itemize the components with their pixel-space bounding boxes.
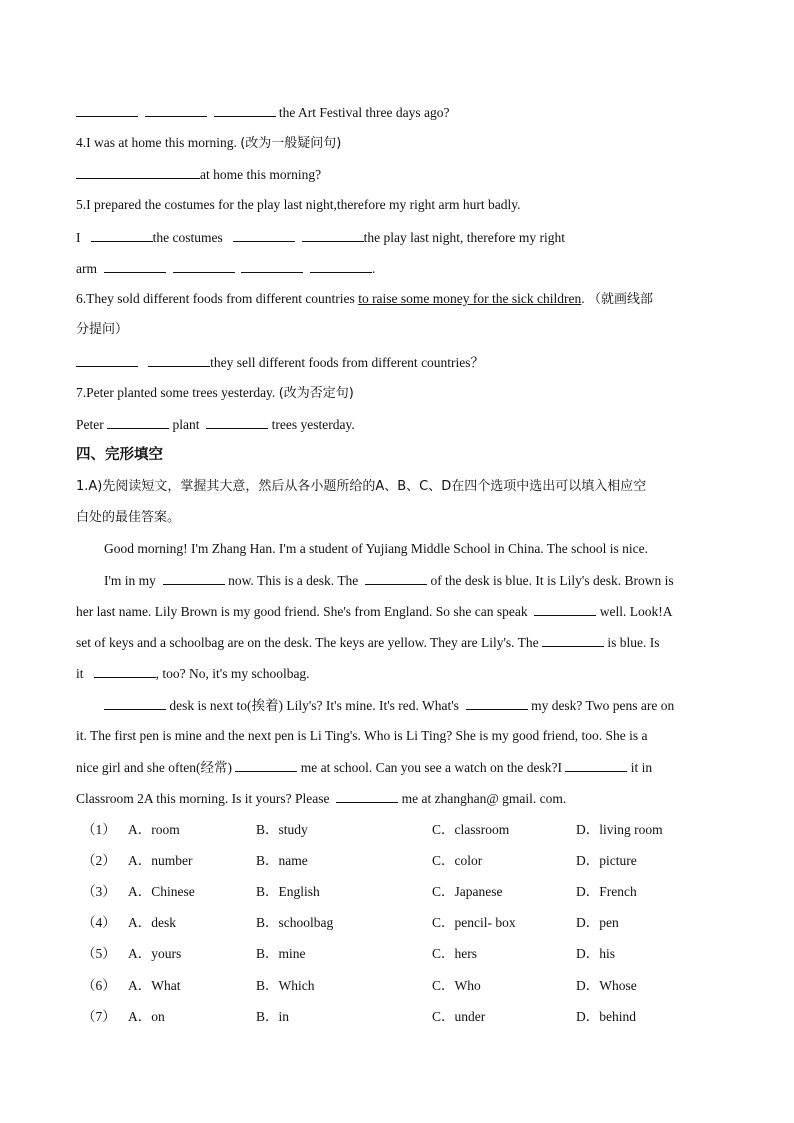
option-a[interactable]: A．yours bbox=[128, 946, 182, 961]
passage-line-6 bbox=[104, 695, 724, 716]
cloze-blank-9[interactable] bbox=[565, 757, 627, 772]
option-d[interactable]: D．pen bbox=[576, 915, 619, 930]
q6-sentence-line bbox=[76, 289, 724, 310]
q5-answer-line-1 bbox=[76, 227, 724, 248]
answer-blank[interactable] bbox=[148, 352, 210, 367]
passage-text: me at zhanghan@ gmail. com. bbox=[401, 791, 567, 806]
passage-text: is blue. Is bbox=[607, 635, 660, 650]
answer-blank[interactable] bbox=[233, 227, 295, 242]
q3-answer-line bbox=[76, 102, 724, 123]
option-b[interactable]: B．Which bbox=[256, 978, 315, 993]
option-d[interactable]: D．behind bbox=[576, 1009, 636, 1024]
passage-text: well. Look!A bbox=[599, 604, 673, 619]
q6-instruction-a: （就画线部 bbox=[588, 292, 654, 307]
question-number: （3） bbox=[82, 884, 116, 899]
option-c[interactable]: C．classroom bbox=[432, 822, 510, 837]
option-row-4 bbox=[76, 913, 724, 933]
option-c[interactable]: C．under bbox=[432, 1009, 486, 1024]
cloze-blank-8[interactable] bbox=[235, 757, 297, 772]
q7-answer-end: trees yesterday. bbox=[271, 417, 355, 432]
passage-line-1: Good morning! I'm Zhang Han. I'm a student of Yujiang Middle School in China. The school is nice. bbox=[104, 541, 649, 556]
option-d[interactable]: D．Whose bbox=[576, 978, 637, 993]
q7-answer-mid: plant bbox=[172, 417, 200, 432]
passage-text: Classroom 2A this morning. Is it yours? Please bbox=[76, 791, 330, 806]
q7-sentence-line bbox=[76, 383, 724, 404]
passage-text: set of keys and a schoolbag are on the desk. The keys are yellow. They are Lily's. The bbox=[76, 635, 539, 650]
q7-instruction: (改为否定句) bbox=[278, 386, 354, 401]
question-number: （6） bbox=[82, 978, 116, 993]
question-number: （7） bbox=[82, 1009, 116, 1024]
passage-text: me at school. Can you see a watch on the desk?I bbox=[300, 760, 562, 775]
answer-blank[interactable] bbox=[91, 227, 153, 242]
question-number: （2） bbox=[82, 853, 116, 868]
section-heading: 四、完形填空 bbox=[76, 447, 163, 463]
q6-sentence-end: . bbox=[581, 291, 585, 306]
q6-instruction-b: 分提问） bbox=[76, 322, 129, 337]
question-number: （4） bbox=[82, 915, 116, 930]
q5-answer-mid1: the costumes bbox=[152, 230, 223, 245]
option-a[interactable]: A．Chinese bbox=[128, 884, 195, 899]
passage-text: I'm in my bbox=[104, 573, 156, 588]
option-d[interactable]: D．his bbox=[576, 946, 616, 961]
passage-line-7: it. The first pen is mine and the next pen is Li Ting's. Who is Li Ting? She is my good friend, too. She is a bbox=[76, 728, 648, 743]
q4-sentence: 4.I was at home this morning. bbox=[76, 135, 237, 150]
q6-answer-line bbox=[76, 352, 724, 373]
cloze-blank-3[interactable] bbox=[534, 601, 596, 616]
answer-blank[interactable] bbox=[145, 102, 207, 117]
q4-answer-tail: at home this morning? bbox=[200, 167, 322, 182]
answer-blank[interactable] bbox=[206, 414, 268, 429]
passage-text: now. This is a desk. The bbox=[228, 573, 359, 588]
passage-line-3 bbox=[76, 601, 724, 622]
q4-sentence-line bbox=[76, 133, 724, 154]
option-b[interactable]: B．schoolbag bbox=[256, 915, 334, 930]
option-row-2 bbox=[76, 851, 724, 871]
option-a[interactable]: A．number bbox=[128, 853, 193, 868]
option-b[interactable]: B．name bbox=[256, 853, 308, 868]
q6-answer-tail: they sell different foods from different countries？ bbox=[210, 355, 485, 370]
option-b[interactable]: B．in bbox=[256, 1009, 290, 1024]
cloze-blank-4[interactable] bbox=[542, 632, 604, 647]
passage-text: , too? No, it's my schoolbag. bbox=[155, 666, 310, 681]
option-c[interactable]: C．pencil- box bbox=[432, 915, 516, 930]
q5-answer-line-2 bbox=[76, 258, 724, 279]
passage-line-9 bbox=[76, 788, 724, 809]
answer-blank[interactable] bbox=[302, 227, 364, 242]
option-row-1 bbox=[76, 820, 724, 840]
passage-text: my desk? Two pens are on bbox=[531, 698, 675, 713]
question-number: （1） bbox=[82, 822, 116, 837]
option-d[interactable]: D．living room bbox=[576, 822, 663, 837]
passage-line-2 bbox=[104, 570, 724, 591]
option-a[interactable]: A．desk bbox=[128, 915, 176, 930]
cloze-blank-1[interactable] bbox=[163, 570, 225, 585]
passage-text: it bbox=[76, 666, 84, 681]
answer-blank[interactable] bbox=[76, 352, 138, 367]
q5-answer-start: I bbox=[76, 230, 81, 245]
option-b[interactable]: B．English bbox=[256, 884, 320, 899]
passage-text: her last name. Lily Brown is my good friend. She's from England. So she can speak bbox=[76, 604, 528, 619]
q6-instruction-line bbox=[76, 319, 724, 340]
passage-text: nice girl and she often(经常) bbox=[76, 760, 232, 775]
q5-answer-mid2: the play last night, therefore my right bbox=[363, 230, 565, 245]
cloze-blank-6[interactable] bbox=[104, 695, 166, 710]
answer-blank[interactable] bbox=[310, 258, 372, 273]
option-a[interactable]: A．What bbox=[128, 978, 181, 993]
cloze-blank-2[interactable] bbox=[365, 570, 427, 585]
q4-instruction: (改为一般疑问句) bbox=[240, 136, 342, 151]
passage-text: it in bbox=[630, 760, 653, 775]
option-c[interactable]: C．Japanese bbox=[432, 884, 503, 899]
option-row-5 bbox=[76, 944, 724, 964]
q5-answer-end: . bbox=[372, 261, 376, 276]
q7-sentence: 7.Peter planted some trees yesterday. bbox=[76, 385, 276, 400]
passage-text: of the desk is blue. It is Lily's desk. Brown is bbox=[430, 573, 674, 588]
option-c[interactable]: C．hers bbox=[432, 946, 477, 961]
q3-answer-tail: the Art Festival three days ago? bbox=[278, 105, 450, 120]
answer-blank[interactable] bbox=[76, 102, 138, 117]
q6-underlined-part: to raise some money for the sick children bbox=[358, 291, 582, 306]
option-a[interactable]: A．on bbox=[128, 1009, 165, 1024]
option-row-6 bbox=[76, 976, 724, 996]
q5-answer-arm: arm bbox=[76, 261, 97, 276]
option-d[interactable]: D．French bbox=[576, 884, 637, 899]
passage-text: desk is next to(挨着) Lily's? It's mine. It's red. What's bbox=[169, 698, 459, 713]
cloze-blank-5[interactable] bbox=[94, 663, 156, 678]
q6-sentence-start: 6.They sold different foods from different countries bbox=[76, 291, 355, 306]
passage-line-5 bbox=[76, 663, 724, 684]
option-d[interactable]: D．picture bbox=[576, 853, 637, 868]
option-c[interactable]: C．Who bbox=[432, 978, 481, 993]
option-c[interactable]: C．color bbox=[432, 853, 483, 868]
section-instruction-2: 白处的最佳答案。 bbox=[76, 510, 181, 525]
cloze-blank-7[interactable] bbox=[466, 695, 528, 710]
q4-answer-line bbox=[76, 164, 724, 185]
passage-line-4 bbox=[76, 632, 724, 653]
option-b[interactable]: B．study bbox=[256, 822, 308, 837]
q7-answer-start: Peter bbox=[76, 417, 104, 432]
answer-blank[interactable] bbox=[107, 414, 169, 429]
answer-blank[interactable] bbox=[241, 258, 303, 273]
question-number: （5） bbox=[82, 946, 116, 961]
passage-line-8 bbox=[76, 757, 724, 778]
option-row-7 bbox=[76, 1007, 724, 1027]
answer-blank[interactable] bbox=[104, 258, 166, 273]
cloze-blank-10[interactable] bbox=[336, 788, 398, 803]
option-a[interactable]: A．room bbox=[128, 822, 180, 837]
option-row-3 bbox=[76, 882, 724, 902]
q5-sentence-line bbox=[76, 195, 724, 215]
section-instruction-1: 1.A)先阅读短文，掌握其大意，然后从各小题所给的A、B、C、D在四个选项中选出可以填入相应空 bbox=[76, 479, 647, 494]
q5-sentence: 5.I prepared the costumes for the play last night,therefore my right arm hurt badly. bbox=[76, 197, 521, 212]
answer-blank[interactable] bbox=[76, 164, 200, 179]
q7-answer-line bbox=[76, 414, 724, 435]
answer-blank[interactable] bbox=[173, 258, 235, 273]
option-b[interactable]: B．mine bbox=[256, 946, 306, 961]
answer-blank[interactable] bbox=[214, 102, 276, 117]
